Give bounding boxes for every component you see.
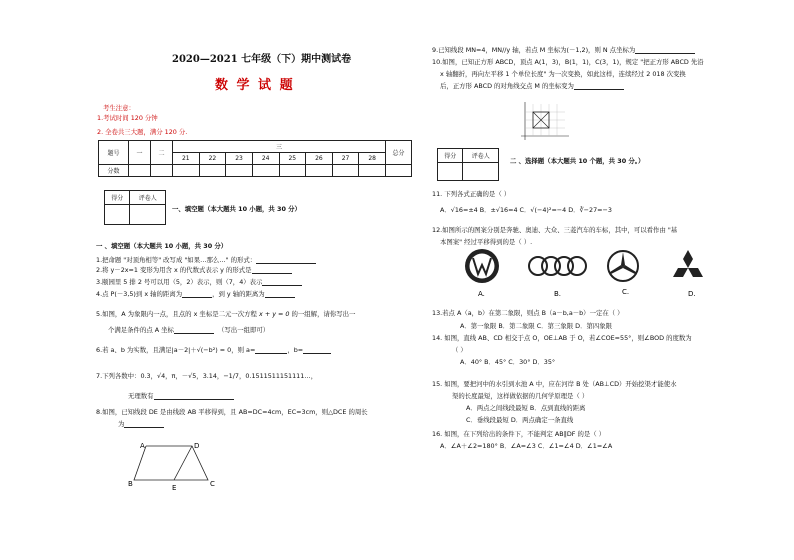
question-8: 8.如图，已知线段 DE 是由线段 AB 平移得到，且 AB=DC=4cm，EC=3cm，则△DCE 的周长 — [96, 408, 368, 416]
score-cell[interactable] — [173, 165, 200, 177]
score-cell[interactable] — [199, 165, 226, 177]
logo-label-a: A. — [478, 290, 485, 298]
score-header-1: 一 — [129, 141, 151, 165]
mercedes-logo-icon — [608, 251, 638, 281]
grader-score-cell[interactable] — [105, 205, 130, 225]
score-sub-25: 25 — [279, 153, 306, 165]
fig8-label-c: C — [210, 480, 215, 488]
grader2-name-cell[interactable] — [463, 163, 499, 181]
grader-name-cell[interactable] — [130, 205, 166, 225]
question-1: 1.把命题 "对顶角相等" 改写成 "如果…那么…" 的形式： — [96, 256, 316, 264]
score-cell[interactable] — [279, 165, 306, 177]
grader-box-2 — [437, 148, 499, 181]
score-cell[interactable] — [252, 165, 279, 177]
question-15-line2: 渠的长度最短，这样做依据的几何学原理是（ ） — [452, 392, 589, 400]
score-sub-28: 28 — [359, 153, 386, 165]
audi-logo-icon — [529, 257, 586, 275]
score-header-total: 总分 — [386, 141, 412, 165]
question-12-line2: 本图案" 经过平移得到的是（ ）. — [440, 238, 533, 246]
fig8-label-a: A — [140, 442, 145, 450]
figure-10 — [515, 100, 571, 142]
question-6: 6.若 a、b 为实数，且满足|a－2|＋√(−b²) = 0，则 a= ，b= — [96, 346, 331, 354]
question-10-line3: 后，正方形 ABCD 的对角线交点 M 的坐标变为 — [440, 82, 624, 90]
question-10: 10.如图，已知正方形 ABCD，顶点 A(1，3)，B(1，1)，C(3，1)，规定 "把正方形 ABCD 先沿 — [432, 58, 704, 66]
grader2-name-label: 评卷人 — [463, 149, 499, 163]
question-7-cont: 无理数有 — [128, 392, 234, 400]
question-9: 9.已知线段 MN=4，MN//y 轴，若点 M 坐标为(－1,2)，则 N 点坐标为 — [432, 46, 695, 54]
fig8-label-d: D — [194, 442, 200, 450]
score-sub-26: 26 — [306, 153, 333, 165]
question-8-cont: 为 — [118, 420, 164, 428]
grader-box-1 — [104, 190, 166, 225]
logo-label-b: B. — [554, 290, 562, 298]
question-2: 2.将 y－2x=1 变形为用含 x 的代数式表示 y 的形式是 — [96, 266, 292, 274]
logo-label-d: D. — [688, 290, 696, 298]
score-header-3: 三 — [173, 141, 386, 153]
question-14-line2: （ ） — [452, 346, 467, 354]
vw-logo-icon — [465, 249, 499, 283]
fig8-label-b: B — [128, 480, 133, 488]
logo-label-c: C. — [622, 288, 630, 296]
question-14-options: A．40° B．45° C．30° D．35° — [460, 358, 556, 366]
score-sub-24: 24 — [252, 153, 279, 165]
notice-line2: 2. 全卷共三大题，满分 120 分. — [97, 128, 188, 136]
question-14: 14. 如图，直线 AB、CD 相交于点 O，OE⊥AB 于 O，若∠COE=55°，则∠BOD 的度数为 — [432, 334, 692, 342]
question-5: 5.如图，A 为象限内一点，且点的 x 坐标是二元一次方程 x + y = 0 的一组解，请你写出一 — [96, 310, 356, 318]
question-12: 12.如图所示的图案分别是奔驰、奥迪、大众、三菱汽车的车标，其中，可以看作由 "基 — [432, 226, 678, 234]
question-5-cont: 个满足条件的点 A 坐标 （写出一组即可） — [108, 326, 270, 334]
score-cell[interactable] — [306, 165, 333, 177]
score-cell[interactable] — [359, 165, 386, 177]
question-16: 16. 如图，在下列给出的条件下，不能判定 AB∥DF 的是（ ） — [432, 430, 606, 438]
notice-heading: 考生注意： — [103, 104, 135, 112]
score-sub-21: 21 — [173, 153, 200, 165]
subject-title: 数 学 试 题 — [215, 78, 295, 93]
question-13: 13.若点 A（a，b）在第二象限，则点 B（a－b,a－b）一定在（ ） — [432, 309, 624, 317]
score-cell[interactable] — [151, 165, 173, 177]
score-sub-27: 27 — [332, 153, 359, 165]
question-7: 7.下列各数中：0.3，√4，π，－√5，3.14，−1/7，0.1511511151111…， — [96, 372, 318, 380]
score-cell[interactable] — [332, 165, 359, 177]
grader-name-label: 评卷人 — [130, 191, 166, 205]
exam-title: 2020—2021 七年级（下）期中测试卷 — [172, 54, 352, 65]
grader2-score-label: 得分 — [438, 149, 463, 163]
figure-8 — [128, 440, 218, 490]
question-4: 4.点 P(－3,5)到 x 轴的距离为 ，到 y 轴的距离为 — [96, 290, 295, 298]
section1-heading-2: 一 、填空题（本大题共 10 小题，共 30 分） — [96, 242, 228, 250]
question-16-options: A．∠A＋∠2=180° B．∠A=∠3 C．∠1=∠4 D．∠1=∠A — [440, 442, 613, 450]
question-11: 11. 下列各式正确的是（ ） — [432, 190, 511, 198]
score-header-2: 二 — [151, 141, 173, 165]
question-15-options-1: A．两点之间线段最短 B．点到直线的距离 — [466, 404, 586, 412]
question-10-line2: x 轴翻折，再向左平移 1 个单位长度" 为一次变换，如此这样，连续经过 2 018 次变换 — [440, 70, 686, 78]
mitsubishi-logo-icon — [673, 250, 703, 277]
question-3: 3.颐园里 5 排 2 号可以用（5，2）表示，则（7，4）表示 — [96, 278, 302, 286]
grader-score-label: 得分 — [105, 191, 130, 205]
question-15: 15. 如图，要把河中的水引到水池 A 中，应在河岸 B 处（AB⊥CD）开始挖渠才能使水 — [432, 380, 677, 388]
radical-4: √4 — [157, 372, 166, 380]
score-cell[interactable] — [226, 165, 253, 177]
fig8-label-e: E — [172, 484, 177, 492]
score-cell[interactable] — [386, 165, 412, 177]
score-row-label: 分数 — [99, 165, 129, 177]
radical-b: √(−b²) = 0 — [196, 346, 232, 354]
notice-line1: 1.考试时间 120 分钟 — [97, 114, 158, 122]
section1-heading: 一、填空题（本大题共 10 小题，共 30 分） — [172, 205, 301, 213]
car-logos — [462, 248, 732, 300]
score-table — [98, 140, 412, 177]
question-15-options-2: C．垂线段最短 D．两点确定一条直线 — [466, 416, 574, 424]
score-sub-22: 22 — [199, 153, 226, 165]
question-11-options: A．√16=±4 B．±√16=4 C．√(−4)²=−4 D．∛−27=−3 — [440, 206, 612, 214]
score-header-label: 题号 — [99, 141, 129, 165]
score-cell[interactable] — [129, 165, 151, 177]
score-sub-23: 23 — [226, 153, 253, 165]
equation-5: x + y = 0 — [259, 310, 290, 318]
question-13-options: A．第一象限 B．第二象限 C．第三象限 D．第四象限 — [460, 322, 613, 330]
section2-heading: 二 、选择题（本大题共 10 个题，共 30 分。） — [510, 157, 645, 165]
fraction: −1/7 — [223, 372, 239, 380]
grader2-score-cell[interactable] — [438, 163, 463, 181]
